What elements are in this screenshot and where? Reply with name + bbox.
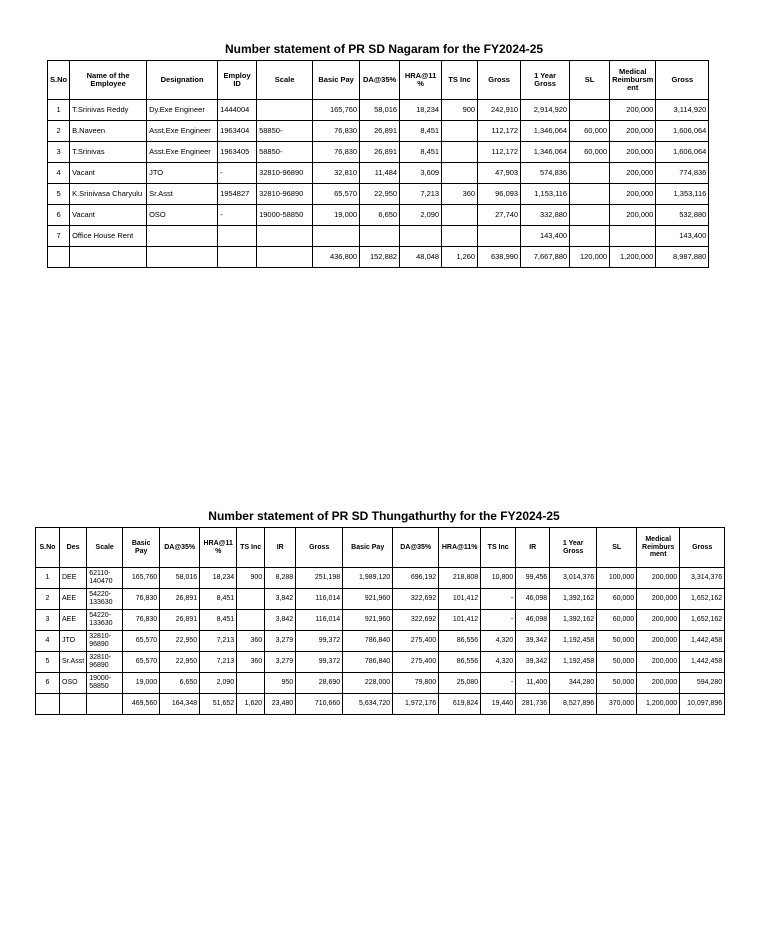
table-cell: 1 bbox=[36, 568, 60, 589]
table-cell: 76,830 bbox=[313, 142, 360, 163]
table-cell: - bbox=[481, 673, 516, 694]
table-row bbox=[48, 121, 709, 142]
table-cell bbox=[218, 247, 257, 268]
column-header: TS Inc bbox=[481, 528, 516, 568]
table-cell bbox=[237, 589, 265, 610]
table-cell: 5,634,720 bbox=[343, 694, 393, 715]
table-cell: T.Srinivas bbox=[70, 142, 147, 163]
table-cell bbox=[147, 226, 218, 247]
table-cell: 7 bbox=[48, 226, 70, 247]
table-cell bbox=[570, 226, 610, 247]
table-cell: 360 bbox=[237, 652, 265, 673]
table-cell: 7,213 bbox=[400, 184, 442, 205]
table-cell: 360 bbox=[442, 184, 478, 205]
table-cell: 58850- bbox=[257, 121, 313, 142]
table-cell: 1,346,064 bbox=[521, 121, 570, 142]
table-cell: 7,213 bbox=[200, 652, 237, 673]
table-cell: 200,000 bbox=[637, 610, 680, 631]
table-cell bbox=[570, 205, 610, 226]
table-cell: 4 bbox=[48, 163, 70, 184]
table-cell: 3,114,920 bbox=[656, 100, 709, 121]
column-header: Medical Reimburs ment bbox=[637, 528, 680, 568]
column-header: Employ ID bbox=[218, 61, 257, 100]
table-cell bbox=[400, 226, 442, 247]
table-cell: 96,093 bbox=[478, 184, 521, 205]
table-cell: 281,736 bbox=[516, 694, 550, 715]
table-cell: 696,192 bbox=[393, 568, 439, 589]
table-cell: Vacant bbox=[70, 163, 147, 184]
column-header: DA@35% bbox=[360, 61, 400, 100]
column-header: TS Inc bbox=[237, 528, 265, 568]
table-cell: 200,000 bbox=[610, 121, 656, 142]
table-cell: 62110-140470 bbox=[87, 568, 123, 589]
table-cell: 99,372 bbox=[296, 652, 343, 673]
table-cell: JTO bbox=[60, 631, 87, 652]
table-cell: 26,891 bbox=[360, 142, 400, 163]
column-header: Scale bbox=[87, 528, 123, 568]
table-cell: 32810-96890 bbox=[257, 184, 313, 205]
column-header: HRA@11% bbox=[439, 528, 481, 568]
column-header: IR bbox=[516, 528, 550, 568]
table-cell: 11,400 bbox=[516, 673, 550, 694]
table-cell: 1,392,162 bbox=[550, 589, 597, 610]
table-cell: 8,451 bbox=[400, 121, 442, 142]
table-cell: 164,348 bbox=[160, 694, 200, 715]
table-cell: 25,080 bbox=[439, 673, 481, 694]
column-header: Scale bbox=[257, 61, 313, 100]
column-header: SL bbox=[570, 61, 610, 100]
table-cell: 60,000 bbox=[570, 121, 610, 142]
table-cell: 116,014 bbox=[296, 589, 343, 610]
table-cell: 1,200,000 bbox=[610, 247, 656, 268]
table-cell bbox=[87, 694, 123, 715]
table-cell bbox=[60, 694, 87, 715]
table-cell: 54220-133630 bbox=[87, 610, 123, 631]
table-cell: 200,000 bbox=[637, 631, 680, 652]
table-cell: 28,690 bbox=[296, 673, 343, 694]
table-cell: 8,451 bbox=[400, 142, 442, 163]
table-cell: 786,840 bbox=[343, 652, 393, 673]
column-header: Gross bbox=[656, 61, 709, 100]
table-cell: 200,000 bbox=[610, 205, 656, 226]
table-cell: 79,800 bbox=[393, 673, 439, 694]
table-cell bbox=[442, 163, 478, 184]
table-cell bbox=[257, 100, 313, 121]
table-cell: 143,400 bbox=[656, 226, 709, 247]
table-cell: Asst.Exe Engineer bbox=[147, 121, 218, 142]
table-cell: 4,320 bbox=[481, 652, 516, 673]
table-cell: 950 bbox=[265, 673, 296, 694]
column-header: SL bbox=[597, 528, 637, 568]
column-header: 1 Year Gross bbox=[521, 61, 570, 100]
table-cell: 1,153,116 bbox=[521, 184, 570, 205]
table-cell: 638,990 bbox=[478, 247, 521, 268]
table-cell: 1,192,458 bbox=[550, 631, 597, 652]
table-cell: 200,000 bbox=[610, 184, 656, 205]
table-cell: 48,048 bbox=[400, 247, 442, 268]
column-header: Basic Pay bbox=[123, 528, 160, 568]
table-cell: 3,279 bbox=[265, 631, 296, 652]
table-cell: 26,891 bbox=[160, 589, 200, 610]
table-cell: 3,014,376 bbox=[550, 568, 597, 589]
table-cell bbox=[48, 247, 70, 268]
table-cell bbox=[442, 226, 478, 247]
table-cell: 2 bbox=[48, 121, 70, 142]
table-cell: 594,280 bbox=[680, 673, 725, 694]
table-cell: 275,400 bbox=[393, 631, 439, 652]
table-cell: 86,556 bbox=[439, 631, 481, 652]
column-header: S.No bbox=[36, 528, 60, 568]
table-cell: 1,200,000 bbox=[637, 694, 680, 715]
table-cell: K.Srinivasa Charyulu bbox=[70, 184, 147, 205]
table-cell bbox=[442, 121, 478, 142]
table-cell: 242,910 bbox=[478, 100, 521, 121]
table-cell: 18,234 bbox=[400, 100, 442, 121]
table-cell: 8,527,896 bbox=[550, 694, 597, 715]
table-cell: 900 bbox=[442, 100, 478, 121]
table-cell: 1963404 bbox=[218, 121, 257, 142]
table-cell: 26,891 bbox=[360, 121, 400, 142]
table-cell bbox=[360, 226, 400, 247]
table-cell: 112,172 bbox=[478, 142, 521, 163]
column-header: DA@35% bbox=[160, 528, 200, 568]
column-header: Basic Pay bbox=[313, 61, 360, 100]
table-cell: 60,000 bbox=[597, 610, 637, 631]
table-cell: 436,800 bbox=[313, 247, 360, 268]
table-row bbox=[36, 631, 725, 652]
table-cell bbox=[478, 226, 521, 247]
table-cell: 200,000 bbox=[637, 673, 680, 694]
table-cell: 6,650 bbox=[160, 673, 200, 694]
table-cell: 23,480 bbox=[265, 694, 296, 715]
table-cell: 101,412 bbox=[439, 610, 481, 631]
table-cell: 1,652,162 bbox=[680, 589, 725, 610]
table-cell bbox=[610, 226, 656, 247]
table-cell: 8,451 bbox=[200, 610, 237, 631]
table-cell: 32810-96890 bbox=[87, 652, 123, 673]
table-cell: 165,760 bbox=[313, 100, 360, 121]
table-cell: 1,989,120 bbox=[343, 568, 393, 589]
column-header: Designation bbox=[147, 61, 218, 100]
column-header: IR bbox=[265, 528, 296, 568]
table-cell: 1,346,064 bbox=[521, 142, 570, 163]
table-cell: 774,836 bbox=[656, 163, 709, 184]
table-cell: 5 bbox=[48, 184, 70, 205]
table-cell: 86,556 bbox=[439, 652, 481, 673]
table-cell: 251,198 bbox=[296, 568, 343, 589]
table-cell: 200,000 bbox=[637, 568, 680, 589]
table-cell: 22,950 bbox=[160, 631, 200, 652]
table-cell: 8,451 bbox=[200, 589, 237, 610]
table-cell: 1,606,064 bbox=[656, 121, 709, 142]
column-header: Gross bbox=[296, 528, 343, 568]
header-row bbox=[36, 528, 725, 568]
table-cell: AEE bbox=[60, 610, 87, 631]
table-cell: Asst.Exe Engineer bbox=[147, 142, 218, 163]
table-cell: 921,960 bbox=[343, 610, 393, 631]
table-cell: 6 bbox=[48, 205, 70, 226]
table-cell: 200,000 bbox=[610, 142, 656, 163]
table-cell: 99,372 bbox=[296, 631, 343, 652]
table-cell: 51,652 bbox=[200, 694, 237, 715]
table-cell: 165,760 bbox=[123, 568, 160, 589]
table-cell: 3,842 bbox=[265, 610, 296, 631]
column-header: Basic Pay bbox=[343, 528, 393, 568]
table-cell: 50,000 bbox=[597, 673, 637, 694]
table-cell: 39,342 bbox=[516, 652, 550, 673]
table-cell: 19000-58850 bbox=[87, 673, 123, 694]
table-cell: 2,090 bbox=[400, 205, 442, 226]
table-cell: 60,000 bbox=[570, 142, 610, 163]
table-cell: - bbox=[481, 589, 516, 610]
table-cell: 228,000 bbox=[343, 673, 393, 694]
table-cell: 32,810 bbox=[313, 163, 360, 184]
column-header: HRA@11 % bbox=[400, 61, 442, 100]
table-cell: 19,440 bbox=[481, 694, 516, 715]
table-cell: 1,652,162 bbox=[680, 610, 725, 631]
table-cell: 8,288 bbox=[265, 568, 296, 589]
table-cell: 1,606,064 bbox=[656, 142, 709, 163]
table-cell: 2 bbox=[36, 589, 60, 610]
table-cell: 100,000 bbox=[597, 568, 637, 589]
table-row bbox=[48, 205, 709, 226]
table-cell: 76,830 bbox=[313, 121, 360, 142]
column-header: Des bbox=[60, 528, 87, 568]
table-cell: 1,353,116 bbox=[656, 184, 709, 205]
table-cell: 218,808 bbox=[439, 568, 481, 589]
table-cell: 1,192,458 bbox=[550, 652, 597, 673]
column-header: HRA@11 % bbox=[200, 528, 237, 568]
table-cell: 58850- bbox=[257, 142, 313, 163]
table-cell: 322,692 bbox=[393, 610, 439, 631]
table-cell: 8,987,880 bbox=[656, 247, 709, 268]
table-cell: 7,667,880 bbox=[521, 247, 570, 268]
table-cell: 1,260 bbox=[442, 247, 478, 268]
table-cell: 39,342 bbox=[516, 631, 550, 652]
table-cell: 32810-96890 bbox=[257, 163, 313, 184]
table-cell bbox=[36, 694, 60, 715]
table-cell: Dy.Exe Engineer bbox=[147, 100, 218, 121]
table-cell bbox=[70, 247, 147, 268]
table-cell: 58,016 bbox=[160, 568, 200, 589]
table-cell: DEE bbox=[60, 568, 87, 589]
table-cell: Sr.Asst bbox=[147, 184, 218, 205]
table-cell: 200,000 bbox=[637, 589, 680, 610]
table-cell: 18,234 bbox=[200, 568, 237, 589]
table-cell: 65,570 bbox=[123, 631, 160, 652]
table-cell: 65,570 bbox=[313, 184, 360, 205]
table-cell: 574,836 bbox=[521, 163, 570, 184]
table-cell: 7,213 bbox=[200, 631, 237, 652]
table-cell: 322,692 bbox=[393, 589, 439, 610]
table-cell: 5 bbox=[36, 652, 60, 673]
table-cell: 46,098 bbox=[516, 610, 550, 631]
column-header: 1 Year Gross bbox=[550, 528, 597, 568]
total-row bbox=[48, 247, 709, 268]
column-header: S.No bbox=[48, 61, 70, 100]
table-cell: JTO bbox=[147, 163, 218, 184]
table-cell: OSO bbox=[60, 673, 87, 694]
table-cell bbox=[257, 226, 313, 247]
table-cell: Office House Rent bbox=[70, 226, 147, 247]
table-cell bbox=[442, 205, 478, 226]
table-cell: 50,000 bbox=[597, 631, 637, 652]
table-row bbox=[36, 673, 725, 694]
table-cell: 1444004 bbox=[218, 100, 257, 121]
table-cell: 32810-96890 bbox=[87, 631, 123, 652]
table-cell: 200,000 bbox=[637, 652, 680, 673]
table-cell: Vacant bbox=[70, 205, 147, 226]
table-cell bbox=[147, 247, 218, 268]
table-cell: 50,000 bbox=[597, 652, 637, 673]
table-cell: 99,456 bbox=[516, 568, 550, 589]
table-cell: 532,880 bbox=[656, 205, 709, 226]
table-cell bbox=[570, 163, 610, 184]
table-cell bbox=[218, 226, 257, 247]
table-row bbox=[36, 568, 725, 589]
table-cell: 200,000 bbox=[610, 163, 656, 184]
column-header: Name of the Employee bbox=[70, 61, 147, 100]
table-cell: - bbox=[218, 205, 257, 226]
table-cell: 619,824 bbox=[439, 694, 481, 715]
table-cell: 10,097,896 bbox=[680, 694, 725, 715]
table-cell: 1,442,458 bbox=[680, 652, 725, 673]
table-row bbox=[36, 610, 725, 631]
total-row bbox=[36, 694, 725, 715]
table-cell: 76,830 bbox=[123, 610, 160, 631]
table-cell: 344,280 bbox=[550, 673, 597, 694]
table-cell: - bbox=[481, 610, 516, 631]
table-cell: 19,000 bbox=[123, 673, 160, 694]
table-cell bbox=[442, 142, 478, 163]
table-cell: 1,392,162 bbox=[550, 610, 597, 631]
table-cell: 60,000 bbox=[597, 589, 637, 610]
header-row bbox=[48, 61, 709, 100]
table-cell: 101,412 bbox=[439, 589, 481, 610]
table-cell: 19,000 bbox=[313, 205, 360, 226]
table1-title: Number statement of PR SD Nagaram for the FY2024-25 bbox=[224, 42, 544, 56]
table-cell: 1,620 bbox=[237, 694, 265, 715]
table-cell: 332,880 bbox=[521, 205, 570, 226]
table-cell: 3,279 bbox=[265, 652, 296, 673]
column-header: TS Inc bbox=[442, 61, 478, 100]
table-cell: 6,650 bbox=[360, 205, 400, 226]
table-cell: 200,000 bbox=[610, 100, 656, 121]
table-row bbox=[48, 142, 709, 163]
table-cell: 120,000 bbox=[570, 247, 610, 268]
table-cell: 710,660 bbox=[296, 694, 343, 715]
table-cell: 112,172 bbox=[478, 121, 521, 142]
table-cell: 786,840 bbox=[343, 631, 393, 652]
table-cell bbox=[570, 184, 610, 205]
table-cell bbox=[570, 100, 610, 121]
table-cell: 65,570 bbox=[123, 652, 160, 673]
table-cell: 1 bbox=[48, 100, 70, 121]
table-cell: 2,090 bbox=[200, 673, 237, 694]
table-cell: 900 bbox=[237, 568, 265, 589]
table-cell: 275,400 bbox=[393, 652, 439, 673]
table-row bbox=[48, 100, 709, 121]
table-row bbox=[48, 226, 709, 247]
table-cell: 3,842 bbox=[265, 589, 296, 610]
table-cell: 76,830 bbox=[123, 589, 160, 610]
table-cell: 3 bbox=[36, 610, 60, 631]
table-cell bbox=[257, 247, 313, 268]
table-cell: 116,014 bbox=[296, 610, 343, 631]
table-cell: 22,950 bbox=[360, 184, 400, 205]
column-header: Gross bbox=[478, 61, 521, 100]
table-cell: 2,914,920 bbox=[521, 100, 570, 121]
table2-title: Number statement of PR SD Thungathurthy for the FY2024-25 bbox=[208, 509, 560, 523]
table-cell bbox=[237, 610, 265, 631]
table-cell: - bbox=[218, 163, 257, 184]
table-cell bbox=[313, 226, 360, 247]
table-row bbox=[48, 184, 709, 205]
table-cell: 26,891 bbox=[160, 610, 200, 631]
table-cell: Sr.Asst bbox=[60, 652, 87, 673]
table-cell: 1954827 bbox=[218, 184, 257, 205]
nagaram-table bbox=[47, 60, 709, 268]
table-cell: 46,098 bbox=[516, 589, 550, 610]
table-cell: 370,000 bbox=[597, 694, 637, 715]
table-row bbox=[36, 652, 725, 673]
table-cell: 3,609 bbox=[400, 163, 442, 184]
table-cell: 152,882 bbox=[360, 247, 400, 268]
table-cell: 58,016 bbox=[360, 100, 400, 121]
table-cell: AEE bbox=[60, 589, 87, 610]
table-cell: 47,903 bbox=[478, 163, 521, 184]
table-cell: 3,314,376 bbox=[680, 568, 725, 589]
table-cell: 6 bbox=[36, 673, 60, 694]
table-cell bbox=[237, 673, 265, 694]
table-cell: 143,400 bbox=[521, 226, 570, 247]
table-cell: 1,442,458 bbox=[680, 631, 725, 652]
table-cell: 3 bbox=[48, 142, 70, 163]
table-cell: 1963405 bbox=[218, 142, 257, 163]
table-row bbox=[36, 589, 725, 610]
column-header: Medical Reimbursm ent bbox=[610, 61, 656, 100]
table-cell: 54220-133630 bbox=[87, 589, 123, 610]
table-cell: 22,950 bbox=[160, 652, 200, 673]
table-cell: 10,800 bbox=[481, 568, 516, 589]
table-cell: 921,960 bbox=[343, 589, 393, 610]
table-cell: B.Naveen bbox=[70, 121, 147, 142]
table-cell: 27,740 bbox=[478, 205, 521, 226]
table-row bbox=[48, 163, 709, 184]
column-header: DA@35% bbox=[393, 528, 439, 568]
table-cell: 4,320 bbox=[481, 631, 516, 652]
table-cell: T.Srinivas Reddy bbox=[70, 100, 147, 121]
thungathurthy-table bbox=[35, 527, 725, 715]
table-cell: 19000-58850 bbox=[257, 205, 313, 226]
table-cell: 1,972,176 bbox=[393, 694, 439, 715]
table-cell: OSO bbox=[147, 205, 218, 226]
table-cell: 469,560 bbox=[123, 694, 160, 715]
table-cell: 11,484 bbox=[360, 163, 400, 184]
table-cell: 360 bbox=[237, 631, 265, 652]
column-header: Gross bbox=[680, 528, 725, 568]
table-cell: 4 bbox=[36, 631, 60, 652]
